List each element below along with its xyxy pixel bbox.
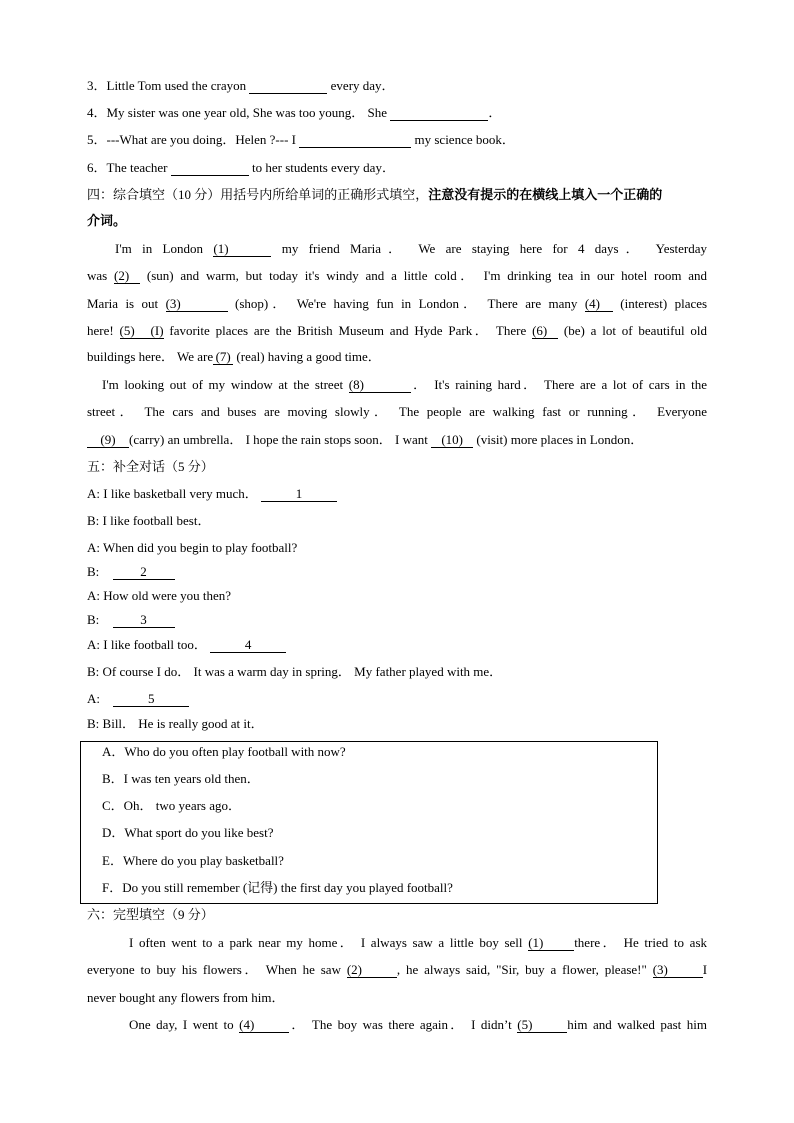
section-6-heading: 六：完型填空（9 分）	[87, 907, 214, 922]
option-a[interactable]: A．Who do you often play football with now?	[102, 744, 346, 759]
question-3: 3．Little Tom used the crayon every day．	[87, 78, 395, 93]
cloze-blank-1[interactable]: (1)	[528, 936, 574, 951]
answer-blank[interactable]	[390, 106, 488, 121]
dialogue-line-10: B: Bill． He is really good at it．	[87, 716, 264, 731]
dialogue-line-3: A: When did you begin to play football?	[87, 540, 298, 555]
cloze-blank-4[interactable]: (4)	[239, 1018, 289, 1033]
option-e[interactable]: E．Where do you play basketball?	[102, 853, 284, 868]
passage-1-line-1: I'm in London (1) my friend Maria． We are staying here for 4 days． Yesterday	[115, 241, 708, 256]
dialogue-line-5: A: How old were you then?	[87, 588, 232, 603]
option-b[interactable]: B．I was ten years old then．	[102, 771, 260, 786]
cloze-blank-2[interactable]: (2)	[347, 963, 397, 978]
passage-1-line-4: here! (5) (I) favorite places are the British Museum and Hyde Park． There (6) (be) a lot of beautiful old	[87, 323, 708, 338]
question-4: 4．My sister was one year old, She was too young． She ．	[87, 105, 502, 120]
answer-blank[interactable]	[249, 79, 327, 94]
cloze-line-4: One day, I went to (4) ． The boy was there again． I didn’t (5) him and walked past him	[129, 1017, 708, 1032]
passage-2-line-3: (9) (carry) an umbrella． I hope the rain stops soon． I want (10) (visit) more places in London．	[87, 432, 707, 448]
cloze-blank-3[interactable]: (3)	[653, 963, 703, 978]
dialogue-line-2: B: I like football best．	[87, 513, 211, 528]
blank-6[interactable]: (6)	[532, 324, 558, 339]
dialogue-blank-4[interactable]: 4	[210, 638, 286, 653]
blank-3[interactable]: (3)	[166, 297, 228, 312]
blank-4[interactable]: (4)	[585, 297, 613, 312]
dialogue-line-6: B: 3	[87, 612, 707, 628]
question-6: 6．The teacher to her students every day．	[87, 160, 395, 175]
dialogue-blank-1[interactable]: 1	[261, 487, 337, 502]
blank-7[interactable]: (7)	[213, 350, 233, 365]
option-d[interactable]: D．What sport do you like best?	[102, 825, 274, 840]
section-5-heading: 五：补全对话（5 分）	[87, 459, 214, 474]
cloze-line-2: everyone to buy his flowers． When he saw (2) , he always said, "Sir, buy a flower, please!" (3) I	[87, 962, 708, 977]
cloze-blank-5[interactable]: (5)	[517, 1018, 567, 1033]
passage-1-line-3: Maria is out (3) (shop)． We're having fun in London． There are many (4) (interest) places	[87, 296, 708, 311]
cloze-line-1: I often went to a park near my home． I always saw a little boy sell (1) there． He tried to ask	[129, 935, 708, 950]
blank-5[interactable]: (5) (I)	[119, 323, 164, 338]
answer-blank[interactable]	[171, 161, 249, 176]
blank-9[interactable]: (9)	[87, 433, 129, 448]
question-5: 5．---What are you doing．Helen ?--- I my science book．	[87, 132, 515, 147]
answer-blank[interactable]	[299, 133, 411, 148]
blank-2[interactable]: (2)	[114, 269, 140, 284]
dialogue-blank-2[interactable]: 2	[113, 565, 175, 580]
passage-1-line-2: was (2) (sun) and warm, but today it's windy and a little cold． I'm drinking tea in our hotel room and	[87, 268, 708, 283]
dialogue-line-9: A: 5	[87, 691, 707, 707]
passage-2-line-2: street． The cars and buses are moving slowly． The people are walking fast or running． Everyone	[87, 404, 707, 419]
blank-10[interactable]: (10)	[431, 433, 473, 448]
passage-2-line-1: I'm looking out of my window at the street (8) ． It's raining hard． There are a lot of cars in the	[102, 377, 707, 392]
dialogue-blank-3[interactable]: 3	[113, 613, 175, 628]
passage-1-line-5: buildings here． We are (7) (real) having a good time．	[87, 349, 381, 364]
dialogue-line-7: A: I like football too． 4	[87, 637, 707, 653]
section-4-heading-cont: 介词。	[87, 213, 127, 228]
dialogue-line-8: B: Of course I do． It was a warm day in spring． My father played with me．	[87, 664, 503, 679]
option-f[interactable]: F．Do you still remember (记得) the first day you played football?	[102, 880, 453, 895]
dialogue-blank-5[interactable]: 5	[113, 692, 189, 707]
dialogue-line-4: B: 2	[87, 564, 707, 580]
cloze-line-3: never bought any flowers from him．	[87, 990, 285, 1005]
blank-1[interactable]: (1)	[213, 242, 271, 257]
dialogue-line-1: A: I like basketball very much． 1	[87, 486, 707, 502]
section-4-heading: 四：综合填空（10 分）用括号内所给单词的正确形式填空，注意没有提示的在横线上填入一个正确的	[87, 187, 663, 202]
option-c[interactable]: C．Oh． two years ago．	[102, 798, 242, 813]
blank-8[interactable]: (8)	[349, 378, 411, 393]
